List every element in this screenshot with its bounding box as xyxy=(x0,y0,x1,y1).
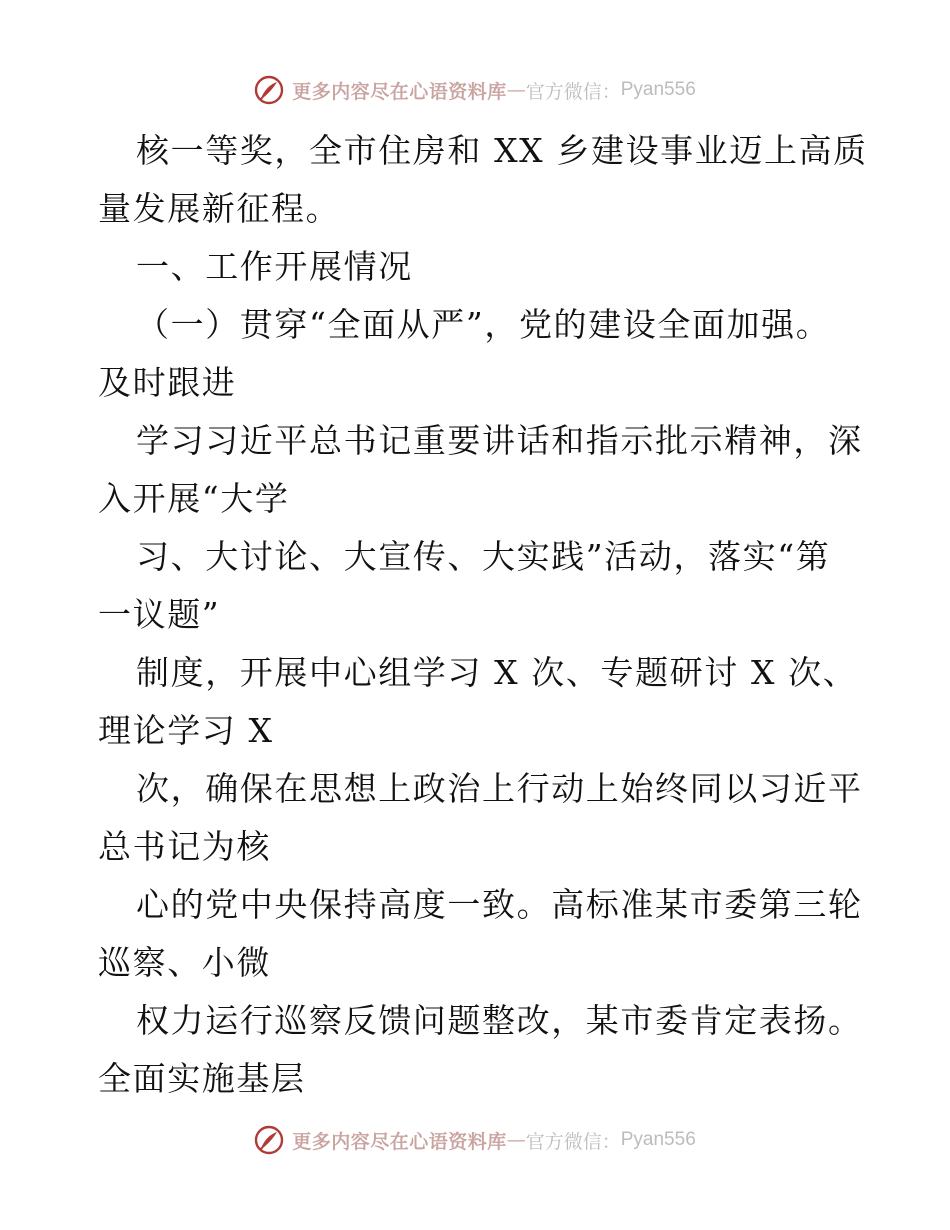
body-line: 理论学习 X xyxy=(98,711,274,750)
document-body xyxy=(98,122,868,1108)
watermark-wechat-label: 官方微信： xyxy=(525,1130,621,1153)
watermark-main-text: 更多内容尽在心语资料库 xyxy=(292,1130,507,1153)
body-line: 总书记为核 xyxy=(98,827,271,866)
body-line: 次，确保在思想上政治上行动上始终同以习近平 xyxy=(136,769,863,808)
footer-watermark xyxy=(0,1122,950,1158)
body-line: 习、大讨论、大宣传、大实践”活动，落实“第 xyxy=(136,537,831,576)
body-line: 入开展“大学 xyxy=(98,479,290,518)
body-line: 全面实施基层 xyxy=(98,1059,306,1098)
body-line: 制度，开展中心组学习 X 次、专题研讨 X 次、 xyxy=(136,653,858,692)
body-line: 及时跟进 xyxy=(98,363,237,402)
watermark-wechat-id: Pyan556 xyxy=(620,1129,696,1150)
body-line: 一议题” xyxy=(98,595,221,634)
body-line: 学习习近平总书记重要讲话和指示批示精神，深 xyxy=(136,421,863,460)
body-line: 巡察、小微 xyxy=(98,943,271,982)
watermark-wechat-label: 官方微信： xyxy=(525,80,621,103)
body-line: 心的党中央保持高度一致。高标准某市委第三轮 xyxy=(136,885,863,924)
feather-pen-logo-icon xyxy=(254,1125,284,1155)
body-line: 核一等奖，全市住房和 XX 乡建设事业迈上高质 xyxy=(136,131,868,170)
body-line: 权力运行巡察反馈问题整改，某市委肯定表扬。 xyxy=(136,1001,863,1040)
header-watermark xyxy=(0,72,950,108)
subsection-heading: （一）贯穿“全面从严”，党的建设全面加强。 xyxy=(136,305,831,344)
watermark-separator: — xyxy=(506,79,526,101)
section-heading: 一、工作开展情况 xyxy=(136,247,413,286)
watermark-main-text: 更多内容尽在心语资料库 xyxy=(292,80,507,103)
watermark-wechat-id: Pyan556 xyxy=(620,79,696,100)
body-line: 量发展新征程。 xyxy=(98,189,341,228)
feather-pen-logo-icon xyxy=(254,75,284,105)
watermark-separator: — xyxy=(506,1129,526,1151)
